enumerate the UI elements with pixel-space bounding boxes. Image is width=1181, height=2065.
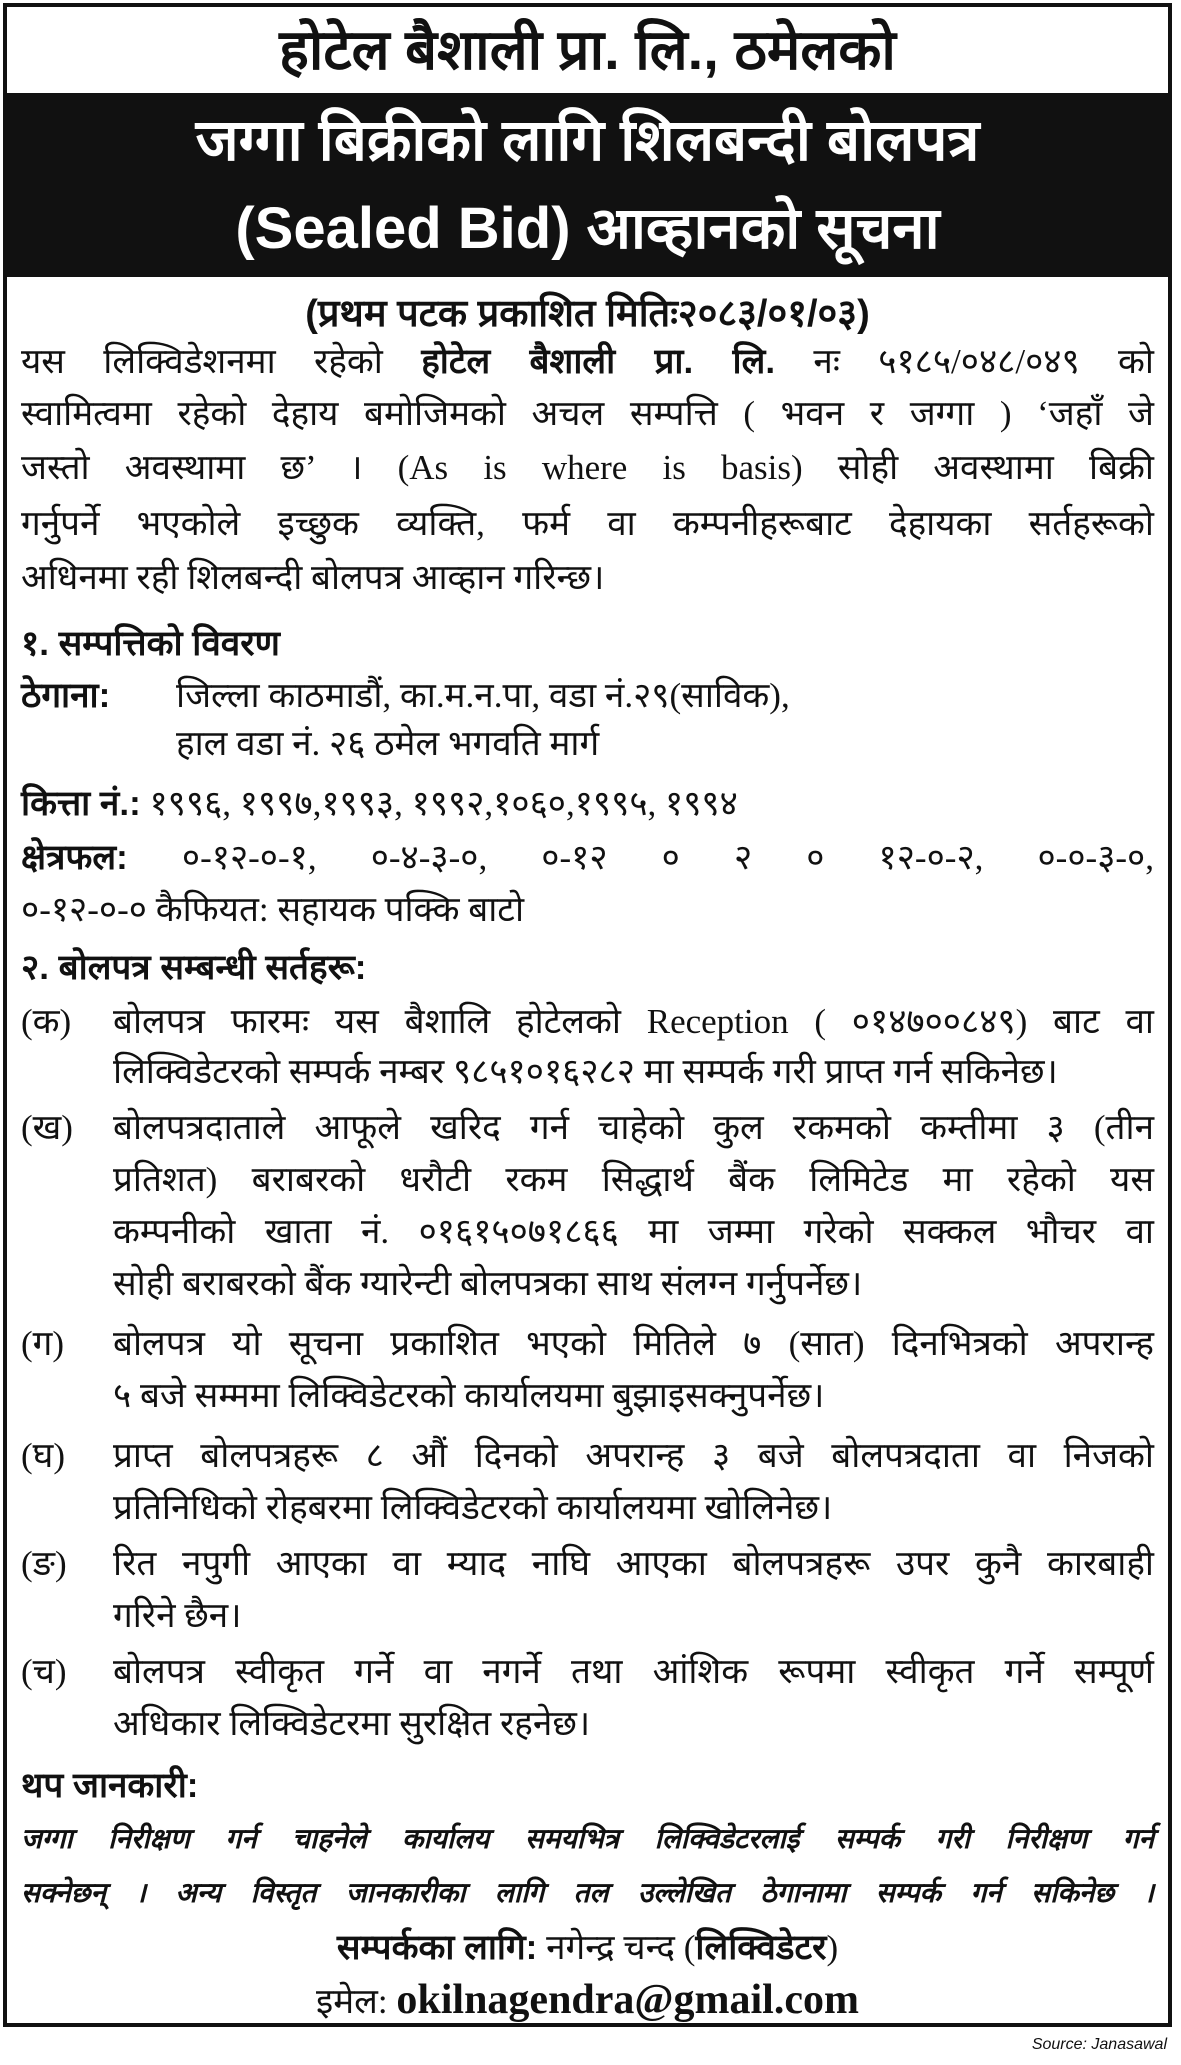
intro-line: जस्तो अवस्थामा छ’ । (As is where is basis) सोही अवस्थामा बिक्री: [21, 448, 1154, 487]
condition-text: गरिने छैन।: [113, 1596, 242, 1635]
email-link[interactable]: okilnagendra@gmail.com: [396, 1977, 859, 2023]
intro-text: नः ५१८५/०४८/०४९ को: [775, 342, 1154, 381]
area-row: [21, 833, 1154, 883]
contact-label: सम्पर्कका लागि:: [336, 1928, 538, 1967]
notice-subtitle-line: (Sealed Bid) आव्हानको सूचना: [235, 196, 940, 261]
condition-line: [21, 1207, 1154, 1257]
intro-line: अधिनमा रही शिलबन्दी बोलपत्र आव्हान गरिन्छ।: [21, 558, 605, 597]
address-value: जिल्ला काठमाडौं, का.म.न.पा, वडा नं.२९(साविक),: [176, 676, 790, 715]
condition-marker: (क): [21, 1002, 72, 1041]
condition-text: बोलपत्रदाताले आफूले खरिद गर्न चाहेको कुल रकमको कम्तीमा ३ (तीन: [113, 1108, 1154, 1147]
condition-line: [21, 1259, 1154, 1309]
contact-role: लिक्विडेटर: [695, 1928, 827, 1967]
publish-date: (प्रथम पटक प्रकाशित मितिः२०८३/०१/०३): [305, 293, 870, 335]
condition-line: [21, 1483, 1154, 1533]
more-info-title: थप जानकारी:: [21, 1766, 199, 1805]
email-row: [21, 1975, 1154, 2027]
condition-text: बोलपत्र यो सूचना प्रकाशित भएको मितिले ७ (सात) दिनभित्रको अपरान्ह: [113, 1324, 1154, 1363]
intro-line: गर्नुपर्ने भएकोले इच्छुक व्यक्ति, फर्म वा कम्पनीहरूबाट देहायका सर्तहरूको: [21, 504, 1154, 543]
company-name: होटेल बैशाली प्रा. लि.: [421, 342, 776, 381]
source-credit: Source: Janasawal: [1031, 2036, 1167, 2053]
condition-text: प्रतिनिधिको रोहबरमा लिक्विडेटरको कार्यालयमा खोलिनेछ।: [113, 1488, 833, 1527]
condition-text: कम्पनीको खाता नं. ०१६१५०७१८६६ मा जम्मा गरेको सक्कल भौचर वा: [113, 1212, 1154, 1251]
notice-title-line: जग्गा बिक्रीको लागि शिलबन्दी बोलपत्र: [195, 108, 980, 173]
condition-line: [21, 1431, 1154, 1481]
intro-line: स्वामित्वमा रहेको देहाय बमोजिमको अचल सम्पत्ति ( भवन र जग्गा ) ‘जहाँ जे: [21, 394, 1154, 433]
condition-line: [21, 1699, 1154, 1749]
condition-marker: (घ): [21, 1436, 65, 1475]
section2-title: २. बोलपत्र सम्बन्धी सर्तहरू:: [21, 948, 367, 987]
contact-paren: ): [826, 1928, 839, 1967]
kitta-row: [21, 779, 1154, 829]
condition-line: [21, 1155, 1154, 1205]
condition-text: प्रतिशत) बराबरको धरौटी रकम सिद्धार्थ बैंक लिमिटेड मा रहेको यस: [113, 1160, 1154, 1199]
more-info-line: जग्गा निरीक्षण गर्न चाहनेले कार्यालय समयभित्र लिक्विडेटरलाई सम्पर्क गरी निरीक्षण गर्न: [21, 1824, 1154, 1855]
notice-company-title: होटेल बैशाली प्रा. लि., ठमेलको: [279, 18, 896, 81]
address-value-2: हाल वडा नं. २६ ठमेल भगवति मार्ग: [176, 724, 600, 763]
kitta-value: १९९६, १९९७,१९९३, १९९२,१०६०,१९९५, १९९४: [149, 784, 738, 823]
address-label: ठेगाना:: [21, 676, 111, 715]
condition-marker: (ख): [21, 1108, 73, 1147]
condition-line: [21, 1539, 1154, 1589]
contact-name: नगेन्द्र चन्द (: [537, 1928, 696, 1967]
condition-text: बोलपत्र स्वीकृत गर्ने वा नगर्ने तथा आंशिक रूपमा स्वीकृत गर्ने सम्पूर्ण: [113, 1652, 1154, 1691]
condition-text: बोलपत्र फारमः यस बैशालि होटेलको Reception ( ०१४७००८४९) बाट वा: [113, 1002, 1154, 1041]
condition-marker: (च): [21, 1652, 67, 1691]
notice-frame: [3, 3, 1172, 2027]
address-row: [21, 671, 1154, 721]
condition-line: [21, 1371, 1154, 1421]
condition-text: प्राप्त बोलपत्रहरू ८ औं दिनको अपरान्ह ३ बजे बोलपत्रदाता वा निजको: [113, 1436, 1154, 1475]
condition-marker: (ग): [21, 1324, 65, 1363]
section1-title: १. सम्पत्तिको विवरण: [21, 624, 280, 663]
condition-line: [21, 1647, 1154, 1697]
condition-line: [21, 1047, 1154, 1097]
email-label: इमेल:: [316, 1982, 397, 2021]
condition-line: [21, 1591, 1154, 1641]
area-label: क्षेत्रफल:: [21, 838, 128, 877]
condition-text: रित नपुगी आएका वा म्याद नाघि आएका बोलपत्रहरू उपर कुनै कारबाही: [113, 1544, 1154, 1583]
condition-line: [21, 1103, 1154, 1153]
area-value-2: ०-१२-०-० कैफियत: सहायक पक्कि बाटो: [21, 890, 525, 929]
notice-title-band: [7, 93, 1168, 277]
contact-row: [21, 1923, 1154, 1973]
condition-text: ५ बजे सम्ममा लिक्विडेटरको कार्यालयमा बुझाइसक्नुपर्नेछ।: [113, 1376, 825, 1415]
intro-text: यस लिक्विडेशनमा रहेको: [21, 342, 422, 381]
intro-line: [21, 337, 1154, 387]
condition-line: [21, 997, 1154, 1047]
kitta-label: कित्ता नं.:: [21, 784, 141, 823]
condition-line: [21, 1319, 1154, 1369]
condition-text: सोही बराबरको बैंक ग्यारेन्टी बोलपत्रका साथ संलग्न गर्नुपर्नेछ।: [113, 1264, 863, 1303]
condition-marker: (ङ): [21, 1544, 67, 1583]
condition-text: अधिकार लिक्विडेटरमा सुरक्षित रहनेछ।: [113, 1704, 591, 1743]
area-value: ०-१२-०-१, ०-४-३-०, ०-१२ ० २ ० १२-०-२, ०-०-३-०,: [181, 838, 1154, 877]
more-info-line: सक्नेछन् । अन्य विस्तृत जानकारीका लागि तल उल्लेखित ठेगानामा सम्पर्क गर्न सकिनेछ ।: [21, 1878, 1154, 1909]
condition-text: लिक्विडेटरको सम्पर्क नम्बर ९८५१०१६२८२ मा सम्पर्क गरी प्राप्त गर्न सकिनेछ।: [113, 1052, 1058, 1091]
